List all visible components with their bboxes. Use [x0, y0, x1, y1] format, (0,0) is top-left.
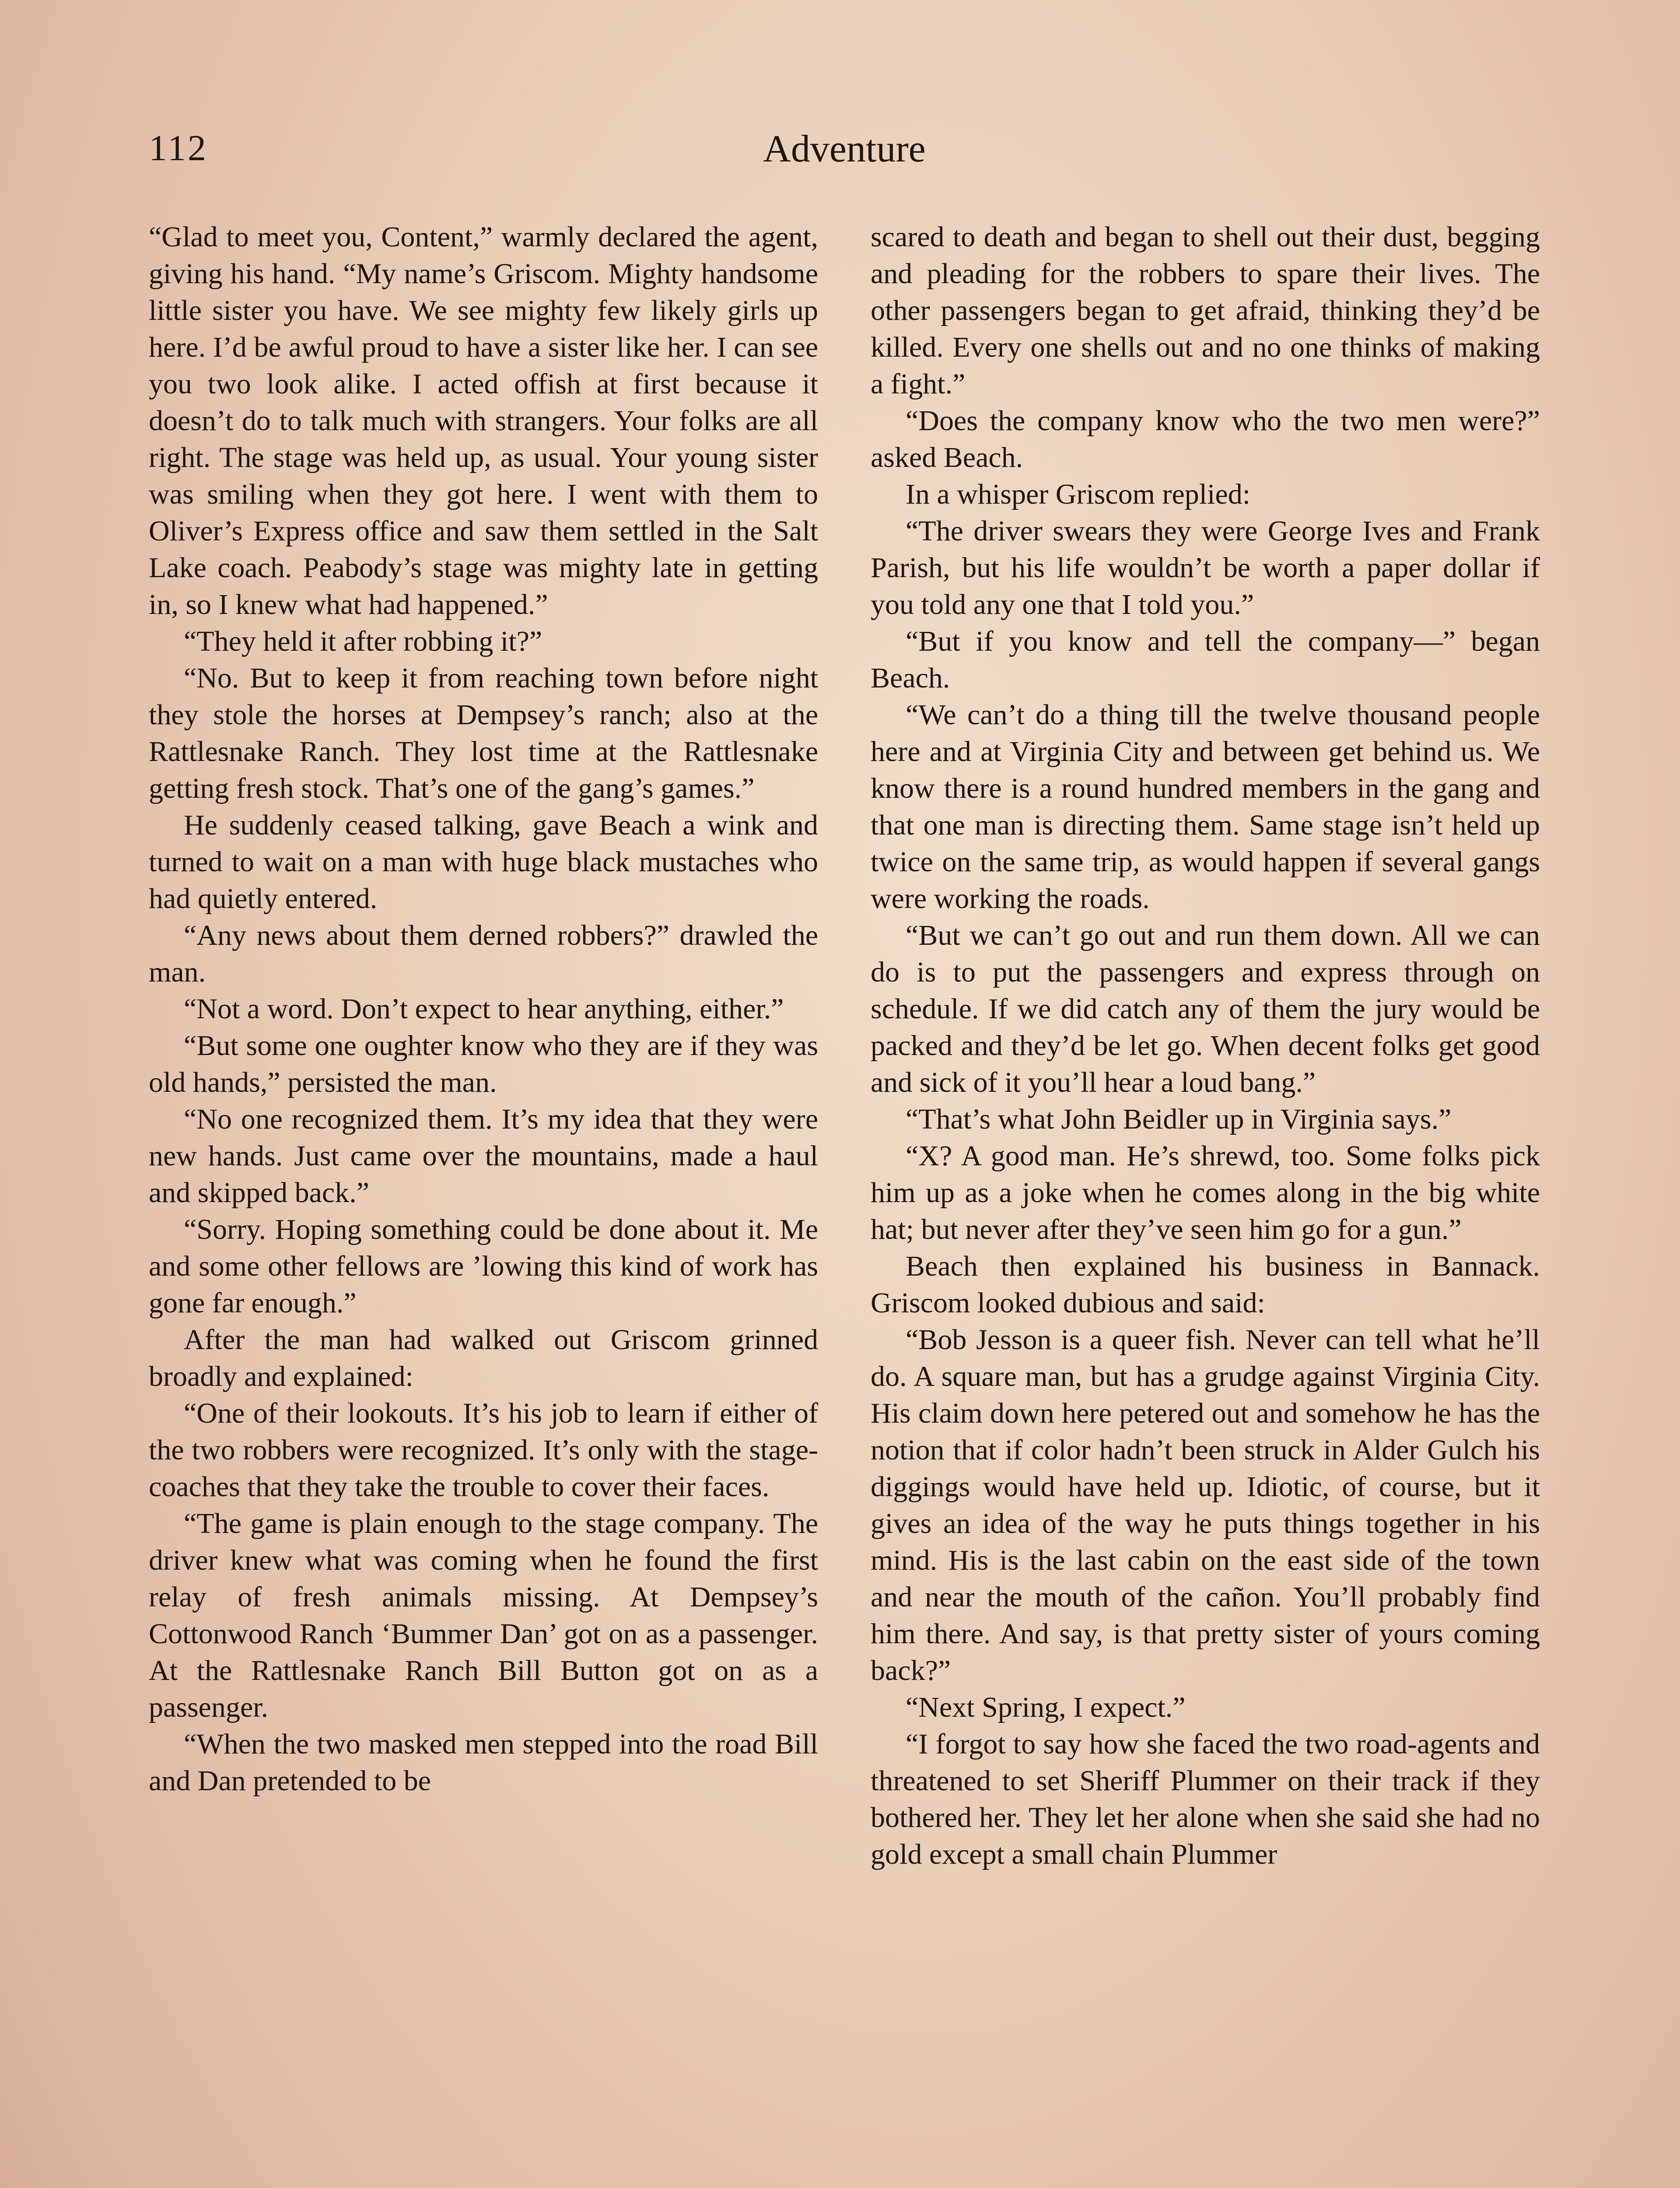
- left-column: [149, 219, 818, 2188]
- paragraph: “Any news about them derned robbers?” drawled the man.: [149, 919, 818, 988]
- paragraph: “Bob Jesson is a queer fish. Never can tell what he’ll do. A square man, but has a grudge against Virginia City. His claim down here petered out and somehow he has the notion that if color hadn’t been struck in Alder Gulch his diggings would have held up. Idiotic, of course, but it gives an idea of the way he puts things together in his mind. His is the last cabin on the east side of the town and near the mouth of the cañon. You’ll probably find him there. And say, is that pretty sister of yours coming back?”: [871, 1324, 1540, 1687]
- paragraph: “Does the company know who the two men were?” asked Beach.: [871, 405, 1540, 473]
- paragraph: “The game is plain enough to the stage company. The driver knew what was coming when he found the first relay of fresh animals missing. At Dempsey’s Cottonwood Ranch ‘Bummer Dan’ got on as a passenger. At the Rattlesnake Ranch Bill Button got on as a passenger.: [149, 1508, 818, 1723]
- page-header: [149, 127, 1540, 188]
- paragraph: “We can’t do a thing till the twelve thousand people here and at Virginia City and between get behind us. We know there is a round hundred members in the gang and that one man is directing them. Same stage isn’t held up twice on the same trip, as would happen if several gangs were working the roads.: [871, 699, 1540, 915]
- paragraph: After the man had walked out Griscom grinned broadly and explained:: [149, 1324, 818, 1392]
- paragraph: “They held it after robbing it?”: [184, 625, 542, 657]
- paragraph: “Sorry. Hoping something could be done about it. Me and some other fellows are ’lowing this kind of work has gone far enough.”: [149, 1213, 818, 1319]
- page-number: 112: [149, 128, 208, 168]
- paragraph: “That’s what John Beidler up in Virginia says.”: [906, 1103, 1452, 1135]
- paragraph: “I forgot to say how she faced the two road-agents and threatened to set Sheriff Plummer on their track if they bothered her. They let her alone when she said she had no gold except a small chain Plummer: [871, 1728, 1540, 1870]
- paragraph: “No. But to keep it from reaching town before night they stole the horses at Dempsey’s ranch; also at the Rattlesnake Ranch. They lost time at the Rattlesnake getting fresh stock. That’s one of the gang’s games.”: [149, 662, 818, 804]
- paragraph: He suddenly ceased talking, gave Beach a wink and turned to wait on a man with huge black mustaches who had quietly entered.: [149, 809, 818, 915]
- paragraph: “But if you know and tell the company—” began Beach.: [871, 625, 1540, 694]
- running-head-title: Adventure: [763, 128, 926, 170]
- paragraph: “Not a word. Don’t expect to hear anything, either.”: [184, 993, 784, 1025]
- right-column: [871, 219, 1540, 2188]
- paragraph: “One of their lookouts. It’s his job to learn if either of the two robbers were recognized. It’s only with the stage-coaches that they take the trouble to cover their faces.: [149, 1397, 818, 1503]
- paragraph: scared to death and began to shell out their dust, begging and pleading for the robbers to spare their lives. The other passengers began to get afraid, thinking they’d be killed. Every one shells out and no one thinks of making a fight.”: [871, 221, 1540, 400]
- paragraph: “But some one oughter know who they are if they was old hands,” persisted the man.: [149, 1030, 818, 1098]
- paragraph: “But we can’t go out and run them down. All we can do is to put the passengers and express through on schedule. If we did catch any of them the jury would be packed and they’d be let go. When decent folks get good and sick of it you’ll hear a loud bang.”: [871, 919, 1540, 1098]
- paragraph: “The driver swears they were George Ives and Frank Parish, but his life wouldn’t be worth a paper dollar if you told any one that I told you.”: [871, 515, 1540, 621]
- paragraph: “Next Spring, I expect.”: [906, 1691, 1186, 1723]
- paragraph: In a whisper Griscom replied:: [906, 478, 1251, 510]
- paragraph: “Glad to meet you, Content,” warmly declared the agent, giving his hand. “My name’s Griscom. Mighty handsome little sister you have. We see mighty few likely girls up here. I’d be awful proud to have a sister like her. I can see you two look alike. I acted offish at first because it doesn’t do to talk much with strangers. Your folks are all right. The stage was held up, as usual. Your young sister was smiling when they got here. I went with them to Oliver’s Express office and saw them settled in the Salt Lake coach. Peabody’s stage was mighty late in getting in, so I knew what had happened.”: [149, 221, 818, 621]
- paragraph: “X? A good man. He’s shrewd, too. Some folks pick him up as a joke when he comes along in the big white hat; but never after they’ve seen him go for a gun.”: [871, 1140, 1540, 1245]
- paragraph: “No one recognized them. It’s my idea that they were new hands. Just came over the mountains, made a haul and skipped back.”: [149, 1103, 818, 1209]
- paragraph: “When the two masked men stepped into the road Bill and Dan pretended to be: [149, 1728, 818, 1797]
- text-columns: [149, 219, 1540, 2188]
- paragraph: Beach then explained his business in Bannack. Griscom looked dubious and said:: [871, 1250, 1540, 1319]
